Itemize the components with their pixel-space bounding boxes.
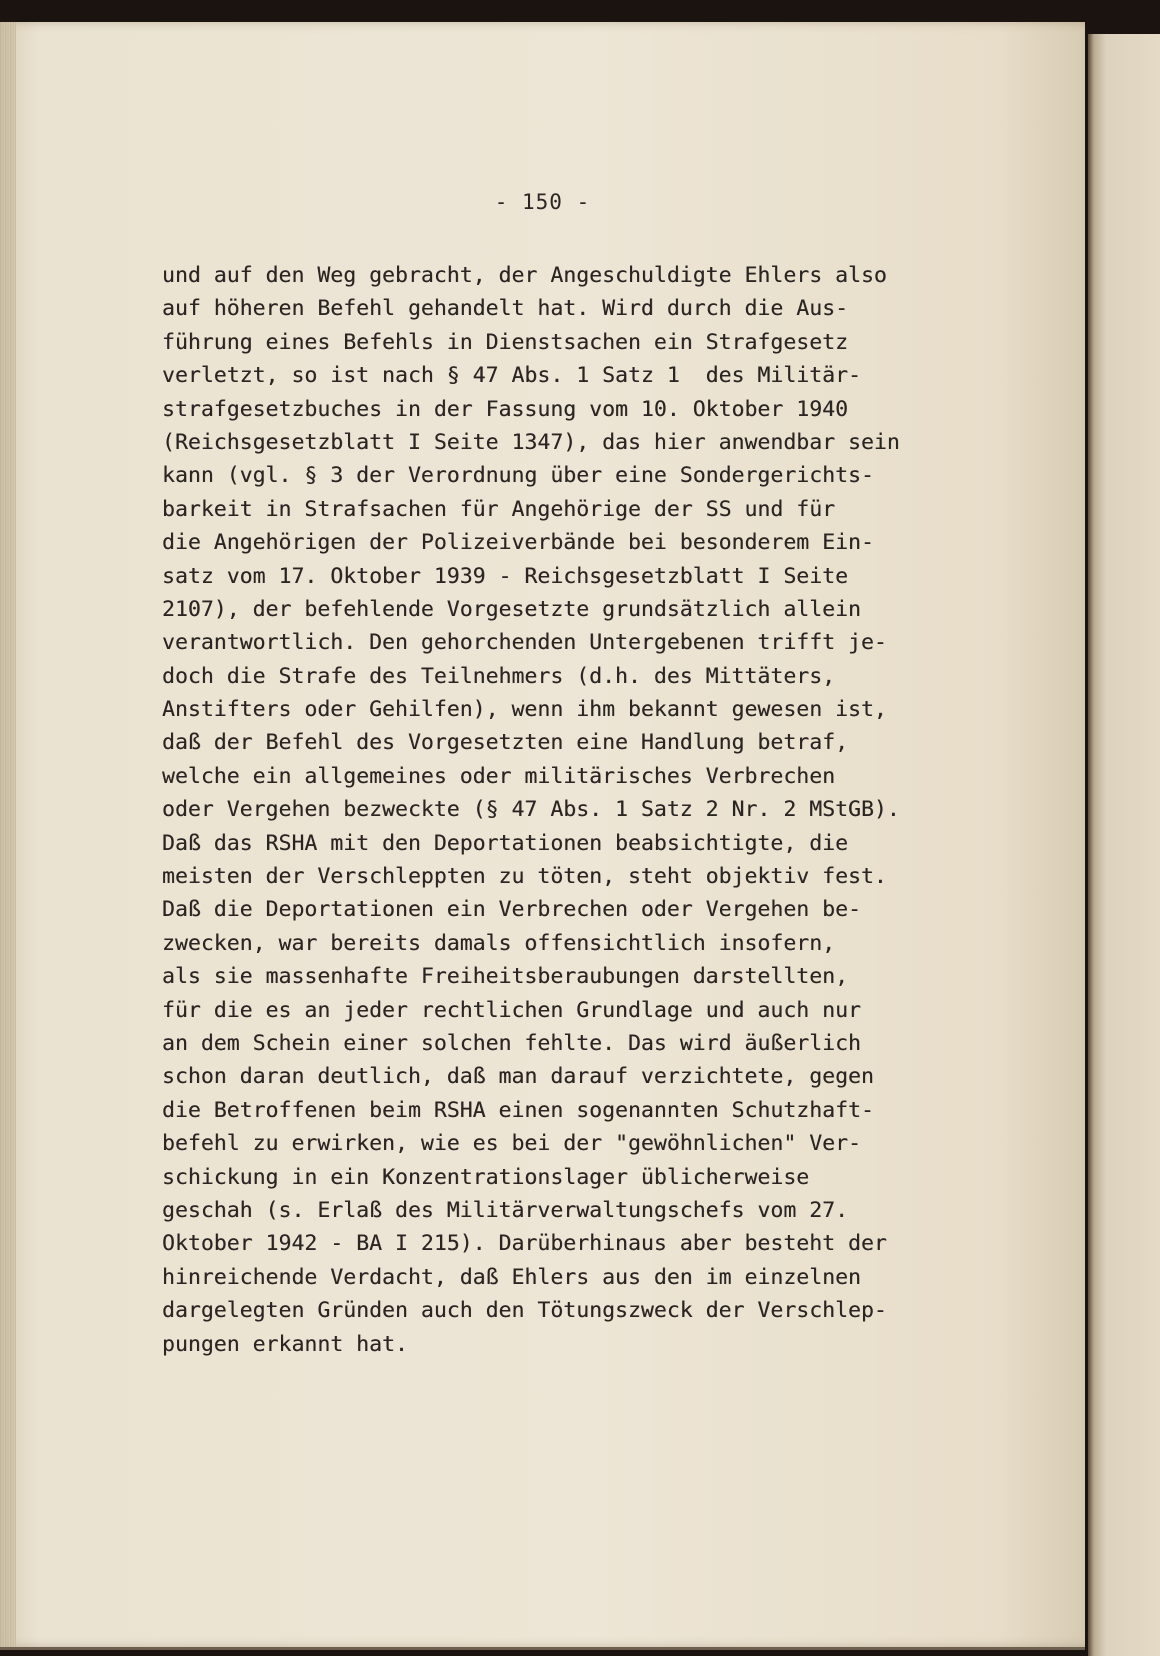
text-line: für die es an jeder rechtlichen Grundlage und auch nur	[162, 997, 861, 1023]
text-line: zwecken, war bereits damals offensichtlich insofern,	[162, 930, 836, 956]
text-line: führung eines Befehls in Dienstsachen ein Strafgesetz	[162, 329, 849, 355]
text-line: welche ein allgemeines oder militärisches Verbrechen	[162, 763, 836, 789]
text-line: Daß die Deportationen ein Verbrechen oder Vergehen be-	[162, 897, 861, 923]
text-line: oder Vergehen bezweckte (§ 47 Abs. 1 Satz 2 Nr. 2 MStGB).	[162, 797, 900, 823]
text-line: doch die Strafe des Teilnehmers (d.h. des Mittäters,	[162, 663, 836, 689]
text-line: daß der Befehl des Vorgesetzten eine Handlung betraf,	[162, 730, 849, 756]
text-line: meisten der Verschleppten zu töten, steht objektiv fest.	[162, 864, 887, 890]
text-line: an dem Schein einer solchen fehlte. Das wird äußerlich	[162, 1030, 861, 1056]
text-line: schon daran deutlich, daß man darauf verzichtete, gegen	[162, 1064, 874, 1090]
text-line: und auf den Weg gebracht, der Angeschuldigte Ehlers also	[162, 263, 887, 288]
text-line: verletzt, so ist nach § 47 Abs. 1 Satz 1 des Militär-	[162, 363, 861, 389]
text-line: die Angehörigen der Polizeiverbände bei besonderem Ein-	[162, 530, 874, 556]
text-line: Oktober 1942 - BA I 215). Darüberhinaus aber besteht der	[162, 1231, 887, 1257]
text-line: hinreichende Verdacht, daß Ehlers aus den im einzelnen	[162, 1264, 861, 1290]
text-line: (Reichsgesetzblatt I Seite 1347), das hier anwendbar sein	[162, 429, 900, 455]
text-line: satz vom 17. Oktober 1939 - Reichsgesetzblatt I Seite	[162, 563, 849, 589]
text-line: auf höheren Befehl gehandelt hat. Wird durch die Aus-	[162, 296, 849, 322]
text-line: pungen erkannt hat.	[162, 1331, 408, 1357]
text-line: als sie massenhafte Freiheitsberaubungen darstellten,	[162, 964, 849, 990]
text-line: die Betroffenen beim RSHA einen sogenannten Schutzhaft-	[162, 1097, 874, 1123]
adjacent-page-edge	[1088, 34, 1160, 1656]
text-line: verantwortlich. Den gehorchenden Untergebenen trifft je-	[162, 630, 887, 656]
text-line: befehl zu erwirken, wie es bei der "gewöhnlichen" Ver-	[162, 1131, 861, 1157]
text-line: 2107), der befehlende Vorgesetzte grundsätzlich allein	[162, 596, 861, 622]
text-line: strafgesetzbuches in der Fassung vom 10. Oktober 1940	[162, 396, 849, 422]
text-line: dargelegten Gründen auch den Tötungszweck der Verschlep-	[162, 1298, 887, 1324]
text-line: geschah (s. Erlaß des Militärverwaltungschefs vom 27.	[162, 1197, 849, 1223]
text-line: Daß das RSHA mit den Deportationen beabsichtigte, die	[162, 830, 849, 856]
text-line: barkeit in Strafsachen für Angehörige der SS und für	[162, 496, 836, 522]
text-line: Anstifters oder Gehilfen), wenn ihm bekannt gewesen ist,	[162, 697, 887, 723]
text-line: kann (vgl. § 3 der Verordnung über eine Sondergerichts-	[162, 463, 874, 489]
page-stack-edge	[0, 22, 16, 1647]
page-number: - 150 -	[494, 190, 591, 214]
body-text	[162, 259, 1082, 1361]
text-line: schickung in ein Konzentrationslager üblicherweise	[162, 1164, 810, 1190]
